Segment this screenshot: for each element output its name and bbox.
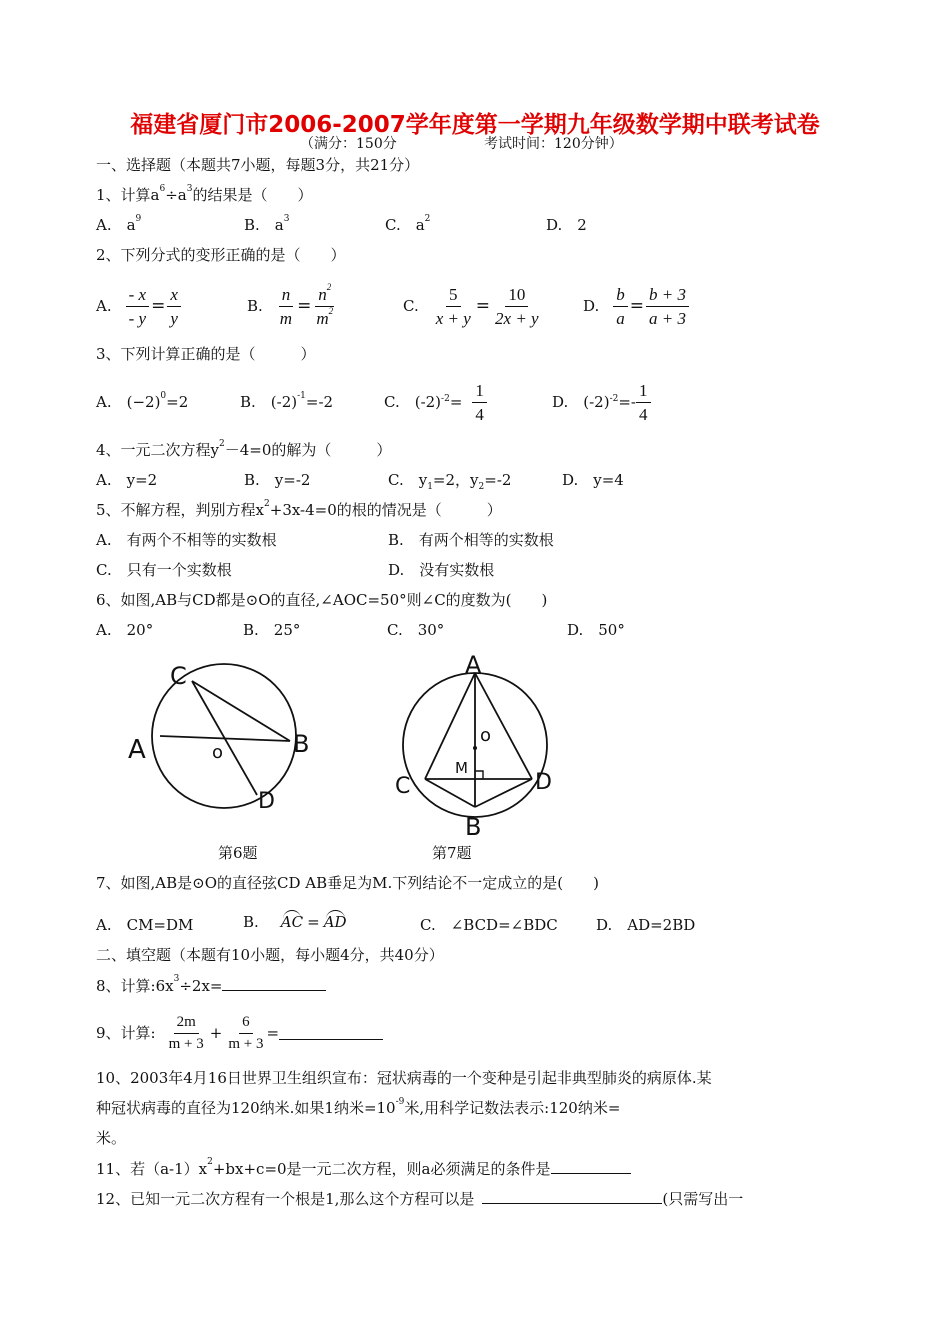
figure-6-label-d: D	[258, 789, 275, 814]
question-11-answer-blank[interactable]	[551, 1161, 631, 1174]
question-3-option-a: A. $(-2)^0=2$	[96, 391, 189, 411]
figure-6-label-c: C	[170, 662, 187, 690]
question-1-stem: 1、计算$a^6\div a^3$的结果是（ ）	[96, 184, 313, 204]
question-3-option-c: C. (-2) $^{-2}$ = $\frac{1}{4}$	[384, 378, 487, 426]
figure-7-label-c: C	[395, 774, 411, 799]
question-12: 12、已知一元二次方程有一个根是1,那么这个方程可以是 (只需写出一	[96, 1190, 744, 1208]
question-6-option-a: A. 20°	[96, 621, 154, 639]
question-12-answer-blank[interactable]	[482, 1191, 662, 1204]
question-5-stem: 5、不解方程，判别方程$x^2+3x-4=0$的根的情况是（ ）	[96, 499, 502, 519]
question-7-option-c: C. ∠BCD=∠BDC	[420, 916, 558, 934]
question-8-answer-blank[interactable]	[222, 978, 326, 991]
question-1-option-a: A. $a^9$	[96, 214, 142, 234]
question-10-line-1: 10、2003年4月16日世界卫生组织宣布：冠状病毒的一个变种是引起非典型肺炎的病原体.某	[96, 1069, 712, 1087]
question-4-option-b: B. y=-2	[244, 471, 311, 489]
question-2-option-c: C. $\frac{5}{x + y}$ = $\frac{10}{2x + y}$	[403, 284, 539, 328]
question-1-option-b: B. $a^3$	[244, 214, 290, 234]
question-9: 9、计算: $\frac{2m}{m + 3}$ + $\frac{6}{m + 3}$ =	[96, 1008, 383, 1058]
figure-7-circle-diagram	[385, 645, 565, 840]
question-4-option-c: C. $y_1=2$，$y_2=-2$	[388, 471, 512, 492]
question-10-line-2: 种冠状病毒的直径为120纳米.如果1纳米$=10^{-9}$米,用科学记数法表示:120纳米=	[96, 1097, 621, 1117]
question-11: 11、若$(a-1)x^2+bx+c=0$是一元二次方程，则a必须满足的条件是	[96, 1161, 631, 1177]
figure-7-label-a: A	[465, 651, 482, 679]
question-3-stem: 3、下列计算正确的是（ ）	[96, 345, 316, 363]
question-7-option-b: B. AC = AD	[243, 913, 347, 931]
question-3-option-b: B. $(-2)^{-1}=-2$	[240, 391, 334, 411]
section2-heading: 二、填空题（本题有10小题，每小题4分，共40分）	[96, 946, 444, 964]
question-2-option-b: B. $\frac{n}{m}$ = $\frac{n^2}{m^2}$	[247, 281, 334, 328]
question-4-option-d: D. y=4	[562, 471, 624, 489]
question-5-option-b: B. 有两个相等的实数根	[388, 531, 554, 549]
question-1-option-c: C. $a^2$	[385, 214, 431, 234]
question-10-line-3: 米。	[96, 1129, 127, 1147]
question-6-option-b: B. 25°	[243, 621, 301, 639]
page-title: 福建省厦门市2006-2007学年度第一学期九年级数学期中联考试卷	[130, 112, 820, 138]
full-score: （满分：150分	[300, 136, 397, 152]
question-5-option-c: C. 只有一个实数根	[96, 561, 232, 579]
figure-6-caption: 第6题	[218, 844, 258, 862]
figure-7-label-m: M	[455, 759, 468, 777]
figure-6-label-o: o	[212, 742, 224, 763]
figure-7-label-o: o	[480, 725, 492, 746]
figure-7-label-b: B	[465, 813, 482, 840]
question-7-option-d: D. AD=2BD	[596, 916, 696, 934]
section1-heading: 一、选择题（本题共7小题，每题3分，共21分）	[96, 156, 420, 174]
figure-7-caption: 第7题	[432, 844, 472, 862]
question-6-option-d: D. 50°	[567, 621, 625, 639]
exam-time: 考试时间：120分钟）	[484, 136, 623, 152]
figure-6-label-b: B	[293, 730, 310, 758]
question-2-stem: 2、下列分式的变形正确的是（ ）	[96, 246, 346, 264]
question-8: 8、计算$:6x^3\div 2x=$	[96, 978, 326, 994]
figure-6-circle-diagram	[120, 656, 320, 816]
question-7-stem: 7、如图,AB是⊙O的直径弦CD AB垂足为M.下列结论不一定成立的是( )	[96, 874, 599, 892]
question-3-option-d: D. (-2) $^{-2}$ =- $\frac{1}{4}$	[552, 378, 651, 426]
question-5-option-a: A. 有两个不相等的实数根	[96, 531, 277, 549]
question-6-stem: 6、如图,AB与CD都是⊙O的直径,∠AOC=50°则∠C的度数为( )	[96, 591, 548, 609]
question-2-option-a: A. $\frac{- x}{- y}$ = $\frac{x}{y}$	[96, 280, 181, 332]
question-4-stem: 4、一元二次方程$y^2-4=0$的解为（ ）	[96, 439, 392, 459]
question-2-option-d: D. $\frac{b}{a}$ = $\frac{b + 3}{a + 3}$	[583, 280, 689, 332]
question-6-option-c: C. 30°	[387, 621, 445, 639]
question-1-option-d: D. 2	[546, 216, 587, 234]
question-7-option-a: A. CM=DM	[96, 916, 194, 934]
question-9-answer-blank[interactable]	[279, 1027, 383, 1040]
question-5-option-d: D. 没有实数根	[388, 561, 495, 579]
figure-7-label-d: D	[535, 770, 552, 795]
figure-6-label-a: A	[128, 735, 146, 765]
question-4-option-a: A. y=2	[96, 471, 158, 489]
